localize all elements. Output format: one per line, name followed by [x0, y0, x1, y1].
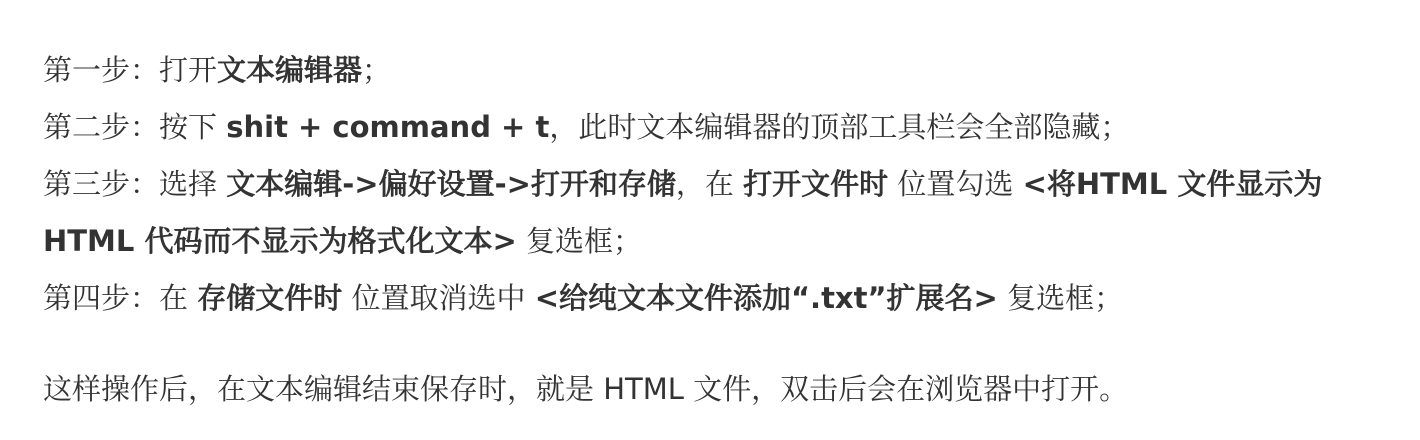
- step-3-text: 选择: [159, 167, 227, 201]
- step-2-shortcut: shit + command + t: [226, 110, 550, 144]
- step-4-checkbox-label: <给纯文本文件添加“.txt”扩展名>: [534, 281, 998, 315]
- step-1-text: 打开: [159, 53, 218, 87]
- summary-paragraph: 这样操作后，在文本编辑结束保存时，就是 HTML 文件，双击后会在浏览器中打开。: [43, 372, 1129, 406]
- step-1: [43, 42, 1383, 99]
- step-2-text: 按下: [159, 110, 227, 144]
- step-4: [43, 270, 1383, 327]
- step-3-text-3: 位置勾选: [888, 167, 1023, 201]
- step-2: [43, 99, 1383, 156]
- step-3-prefix: 第三步：: [43, 167, 160, 201]
- step-1-bold-app: 文本编辑器: [217, 53, 363, 87]
- step-1-end: ；: [362, 53, 392, 87]
- step-4-text: 在: [159, 281, 198, 315]
- step-3-text-2: ，在: [675, 167, 744, 201]
- step-3-end: 复选框；: [516, 224, 643, 258]
- step-4-end: 复选框；: [997, 281, 1124, 315]
- step-4-prefix: 第四步：: [43, 281, 160, 315]
- step-3-section: 打开文件时: [743, 167, 889, 201]
- step-1-prefix: 第一步：: [43, 53, 160, 87]
- step-2-prefix: 第二步：: [43, 110, 160, 144]
- step-3: [43, 156, 1383, 270]
- step-4-text-2: 位置取消选中: [342, 281, 535, 315]
- step-4-section: 存储文件时: [197, 281, 343, 315]
- step-3-menu-path: 文本编辑->偏好设置->打开和存储: [226, 167, 676, 201]
- step-3-checkbox-label: <将HTML 文件显示为 HTML 代码而不显示为格式化文本>: [43, 167, 1323, 258]
- document-body: [43, 42, 1383, 418]
- step-2-end: ，此时文本编辑器的顶部工具栏会全部隐藏；: [549, 110, 1130, 144]
